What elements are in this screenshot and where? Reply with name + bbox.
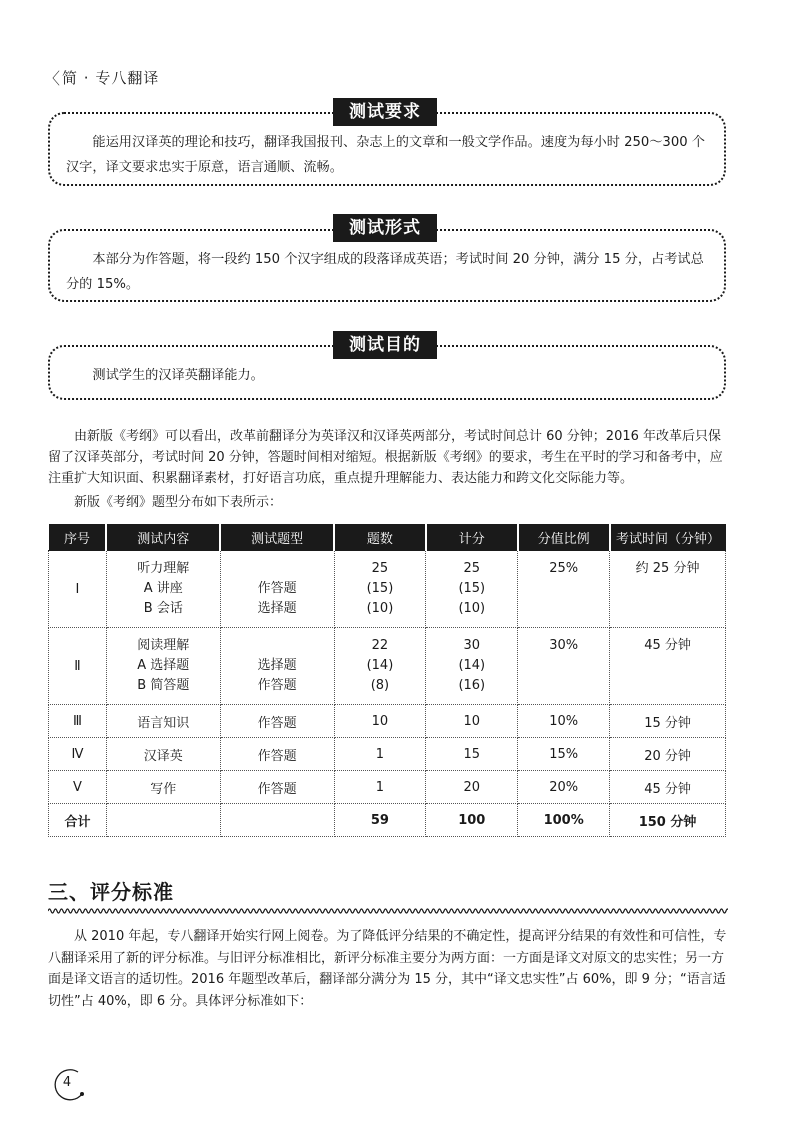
row-content: 语言知识 [106,705,220,738]
row-number: Ⅴ [49,771,107,804]
table-total-row [49,804,726,837]
row-count: 22 (14) (8) [334,628,426,705]
col-header: 测试内容 [106,524,220,551]
col-header: 分值比例 [518,524,610,551]
row-ratio: 15% [518,738,610,771]
row-type: 选择题 作答题 [220,628,334,705]
table-caption: 新版《考纲》题型分布如下表所示： [74,495,283,510]
row-count: 1 [334,738,426,771]
running-header [44,66,159,88]
row-score: 30 (14) (16) [426,628,518,705]
total-score: 100 [426,804,518,837]
row-content: 听力理解 A 讲座 B 会话 [106,551,220,628]
row-type: 作答题 [220,771,334,804]
total-label: 合计 [49,804,107,837]
row-time: 45 分钟 [610,628,726,705]
row-type: 作答题 [220,738,334,771]
table-row [49,628,726,705]
row-score: 10 [426,705,518,738]
row-type: 作答题 [220,705,334,738]
col-header: 测试题型 [220,524,334,551]
format-label: 测试形式 [333,214,437,242]
table-row [49,738,726,771]
row-ratio: 25% [518,551,610,628]
row-ratio: 30% [518,628,610,705]
requirement-label: 测试要求 [333,98,437,126]
row-number: Ⅳ [49,738,107,771]
row-score: 20 [426,771,518,804]
row-time: 约 25 分钟 [610,551,726,628]
row-content: 写作 [106,771,220,804]
table-row [49,551,726,628]
table-row [49,705,726,738]
row-count: 1 [334,771,426,804]
requirement-text: 能运用汉译英的理论和技巧，翻译我国报刊、杂志上的文章和一般文学作品。速度为每小时 250～300 个汉字，译文要求忠实于原意，语言通顺、流畅。 [66,135,705,175]
row-number: Ⅲ [49,705,107,738]
page-number [52,1068,86,1102]
row-type: 作答题 选择题 [220,551,334,628]
total-time: 150 分钟 [610,804,726,837]
row-time: 45 分钟 [610,771,726,804]
row-score: 25 (15) (10) [426,551,518,628]
row-number: Ⅰ [49,551,107,628]
row-ratio: 20% [518,771,610,804]
row-time: 20 分钟 [610,738,726,771]
purpose-text: 测试学生的汉译英翻译能力。 [92,368,264,383]
total-empty [106,804,220,837]
row-time: 15 分钟 [610,705,726,738]
table-row [49,771,726,804]
total-count: 59 [334,804,426,837]
book-title: 简 · 专八翻译 [62,68,160,87]
total-ratio: 100% [518,804,610,837]
row-score: 15 [426,738,518,771]
row-count: 10 [334,705,426,738]
scoring-paragraph: 从 2010 年起，专八翻译开始实行网上阅卷。为了降低评分结果的不确定性，提高评分结果的有效性和可信性，专八翻译采用了新的评分标准。与旧评分标准相比，新评分标准主要分为两方面：一方面是译文对原文的忠实性；另一方面是译文语言的适切性。2016 年题型改革后，翻译部分满分为 15 分，其中“译文忠实性”占 60%，即 9 分；“语言适切性”占 40%，即 6 分。具体评分标准如下： [48,929,727,1009]
total-empty [220,804,334,837]
row-ratio: 10% [518,705,610,738]
row-count: 25 (15) (10) [334,551,426,628]
col-header: 计分 [426,524,518,551]
col-header: 题数 [334,524,426,551]
section-heading: 三、评分标准 [48,880,174,904]
row-content: 汉译英 [106,738,220,771]
col-header: 考试时间（分钟） [610,524,726,551]
format-text: 本部分为作答题，将一段约 150 个汉字组成的段落译成英语；考试时间 20 分钟，满分 15 分，占考试总分的 15%。 [66,252,704,292]
col-header: 序号 [49,524,107,551]
exam-distribution-table [48,524,726,837]
wave-divider [48,906,728,916]
row-content: 阅读理解 A 选择题 B 简答题 [106,628,220,705]
row-number: Ⅱ [49,628,107,705]
intro-paragraph: 由新版《考纲》可以看出，改革前翻译分为英译汉和汉译英两部分，考试时间总计 60 分钟；2016 年改革后只保留了汉译英部分，考试时间 20 分钟，答题时间相对缩短。根据新版《考纲》的要求，考生在平时的学习和备考中，应注重扩大知识面、积累翻译素材，打好语言功底，重点提升理解能力、表达能力和跨文化交际能力等。 [48,429,723,486]
purpose-label: 测试目的 [333,331,437,359]
table-header-row [49,524,726,551]
page-number-text: 4 [62,1075,72,1090]
chevron-left-icon: 〈 [44,68,61,88]
